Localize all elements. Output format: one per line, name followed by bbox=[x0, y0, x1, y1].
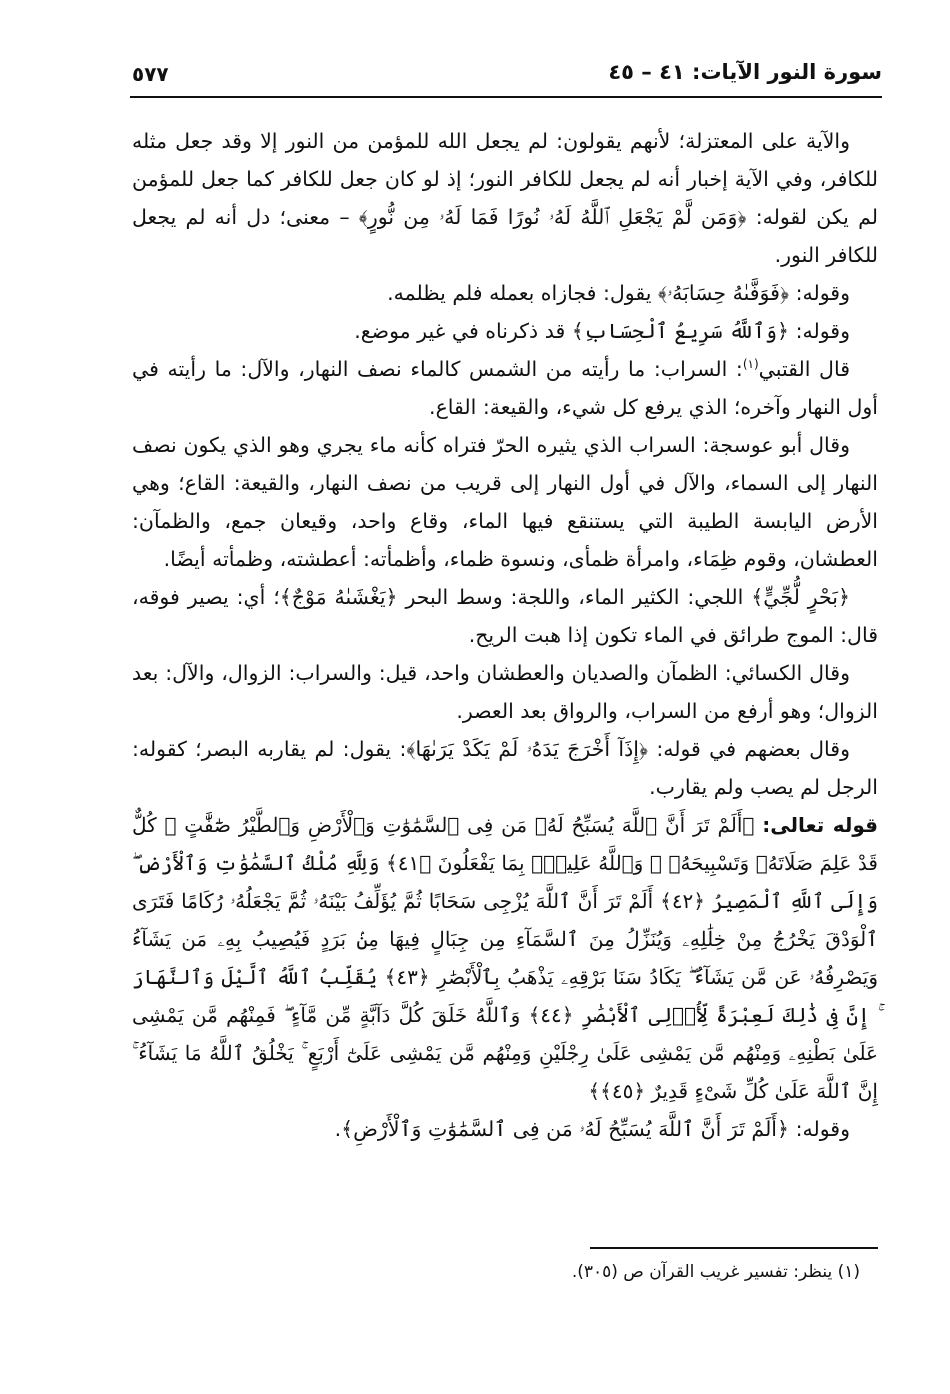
quran-quote: ﴿يَغْشَىٰهُ مَوْجٌ﴾ bbox=[279, 585, 398, 609]
quran-quote: ﴿إِذَآ أَخْرَجَ يَدَهُۥ لَمْ يَكَدْ يَرَىٰهَا﴾ bbox=[406, 737, 648, 761]
paragraph-lujji bbox=[132, 578, 878, 654]
paragraph-text: قد ذكرناه في غير موضع. bbox=[354, 319, 566, 343]
page-header bbox=[130, 58, 882, 98]
footnote: (١) ينظر: تفسير غريب القرآن ص (٣٠٥). bbox=[571, 1262, 860, 1282]
paragraph-abu-awsaja bbox=[132, 426, 878, 578]
paragraph-text: : يقول: لم يقاربه البصر؛ كقوله: الرجل لم يصب ولم يقارب. bbox=[132, 737, 878, 799]
paragraph-text: ؛ أي: يصير فوقه، قال: الموج طرائق في الماء تكون إذا هبت الريح. bbox=[132, 585, 878, 647]
paragraph-alam-tara bbox=[132, 1110, 878, 1148]
paragraph-mutazila bbox=[132, 122, 878, 274]
verses-41-45 bbox=[132, 806, 878, 1110]
paragraph-text: . bbox=[334, 1117, 342, 1141]
paragraph-text: وقال أبو عوسجة: السراب الذي يثيره الحرّ فتراه كأنه ماء يجري وهو الذي يكون نصف النهار إلى السماء، والآل في أول النهار إلى قريب من نصف النهار، والقيعة: القاع؛ وهي الأرض اليابسة الطيبة التي يستنقع فيها الماء، وقاع واحد، وقيعان جمع، والظمآن: العطشان، وقوم ظِمَاء، وامرأة ظمأى، ونسوة ظماء، وأظمأته: أعطشته، وظمأته أيضًا. bbox=[132, 433, 878, 571]
quran-quote: ﴿فَوَفَّىٰهُ حِسَابَهُۥ﴾ bbox=[657, 281, 790, 305]
body-text bbox=[132, 122, 878, 1148]
paragraph-text: وقال بعضهم في قوله: bbox=[656, 737, 850, 761]
page-number: ٥٧٧ bbox=[132, 62, 169, 86]
paragraph-text: وقال الكسائي: الظمآن والصديان والعطشان واحد، قيل: والسراب: الزوال، والآل: بعد الزوال؛ وهو أرفع من السراب، والرواق بعد العصر. bbox=[132, 661, 878, 723]
paragraph-bad-duhum bbox=[132, 730, 878, 806]
paragraph-text: وقوله: bbox=[795, 319, 850, 343]
paragraph-text: وقوله: bbox=[795, 1117, 850, 1141]
paragraph-qutbi bbox=[132, 350, 878, 426]
quran-quote: ﴿وَمَن لَّمْ يَجْعَلِ ٱللَّهُ لَهُۥ نُورًا فَمَا لَهُۥ مِن نُّورٍ﴾ bbox=[358, 205, 747, 229]
paragraph-text: اللجي: الكثير الماء، واللجة: وسط البحر bbox=[405, 585, 744, 609]
footnote-marker: (١) bbox=[742, 357, 759, 372]
quran-quote: ﴿أَلَمْ تَرَ أَنَّ ٱللَّهَ يُسَبِّحُ لَهُۥ مَن فِى ٱلسَّمَٰوَٰتِ وَٱلْأَرْضِ وَٱلطَّيْرُ صَٰٓفَّٰتٍ ۖ كُلٌّ قَدْ عَلِمَ صَلَاتَهُۥ وَتَسْبِيحَهُۥ ۗ وَٱللَّهُ عَلِيمٌۢ بِمَا يَفْعَلُونَ ﴿٤١﴾ وَلِلَّهِ مُلْكُ ٱلسَّمَٰوَٰتِ وَٱلْأَرْضِ ۖ وَإِلَى ٱللَّهِ ٱلْمَصِيرُ ﴿٤٢﴾ أَلَمْ تَرَ أَنَّ ٱللَّهَ يُزْجِى سَحَابًا ثُمَّ يُؤَلِّفُ بَيْنَهُۥ ثُمَّ يَجْعَلُهُۥ رُكَامًا فَتَرَى ٱلْوَدْقَ يَخْرُجُ مِنْ خِلَٰلِهِۦ وَيُنَزِّلُ مِنَ ٱلسَّمَآءِ مِن جِبَالٍ فِيهَا مِنۢ بَرَدٍ فَيُصِيبُ بِهِۦ مَن يَشَآءُ وَيَصْرِفُهُۥ عَن مَّن يَشَآءُ ۖ يَكَادُ سَنَا بَرْقِهِۦ يَذْهَبُ بِٱلْأَبْصَٰرِ ﴿٤٣﴾ يُقَلِّبُ ٱللَّهُ ٱلَّيْلَ وَٱلنَّهَارَ ۚ إِنَّ فِى ذَٰلِكَ لَعِبْرَةً لِّأُو۟لِى ٱلْأَبْصَٰرِ ﴿٤٤﴾ وَٱللَّهُ خَلَقَ كُلَّ دَآبَّةٍ مِّن مَّآءٍ ۖ فَمِنْهُم مَّن يَمْشِى عَلَىٰ بَطْنِهِۦ وَمِنْهُم مَّن يَمْشِى عَلَىٰ رِجْلَيْنِ وَمِنْهُم مَّن يَمْشِى عَلَىٰٓ أَرْبَعٍ ۚ يَخْلُقُ ٱللَّهُ مَا يَشَآءُ ۚ إِنَّ ٱللَّهَ عَلَىٰ كُلِّ شَىْءٍ قَدِيرٌ ﴿٤٥﴾﴾ bbox=[132, 813, 878, 1103]
quran-quote: ﴿بَحْرٍ لُّجِّيٍّ﴾ bbox=[751, 585, 850, 609]
paragraph-text: : السراب: ما رأيته من الشمس كالماء نصف النهار، والآل: ما رأيته في أول النهار وآخره؛ الذي يرفع كل شيء، والقيعة: القاع. bbox=[132, 357, 878, 419]
paragraph-text: وقوله: bbox=[795, 281, 850, 305]
paragraph-text: – معنى؛ دل أنه لم يجعل للكافر النور. bbox=[132, 205, 878, 267]
paragraph-text: يقول: فجازاه بعمله فلم يظلمه. bbox=[387, 281, 652, 305]
paragraph-kisai bbox=[132, 654, 878, 730]
quran-quote: ﴿أَلَمْ تَرَ أَنَّ ٱللَّهَ يُسَبِّحُ لَهُۥ مَن فِى ٱلسَّمَٰوَٰتِ وَٱلْأَرْضِ﴾ bbox=[341, 1117, 790, 1141]
paragraph-text: والآية على المعتزلة؛ لأنهم يقولون: لم يجعل الله للمؤمن من النور إلا وقد جعل مثله للكافر، وفي الآية إخبار أنه لم يجعل للكافر النور؛ إذ لو كان جعل للكافر كما جعل للمؤمن لم يكن لقوله: bbox=[132, 129, 878, 229]
paragraph-text: قال القتبي bbox=[758, 357, 850, 381]
paragraph-hisab bbox=[132, 274, 878, 312]
quran-quote: ﴿وَٱللَّهُ سَرِيعُ ٱلْحِسَابِ﴾ bbox=[571, 319, 790, 343]
footnote-divider bbox=[590, 1247, 878, 1249]
running-title: سورة النور الآيات: ٤١ – ٤٥ bbox=[608, 60, 882, 84]
verse-lead: قوله تعالى: bbox=[762, 813, 879, 837]
paragraph-sari-al-hisab bbox=[132, 312, 878, 350]
